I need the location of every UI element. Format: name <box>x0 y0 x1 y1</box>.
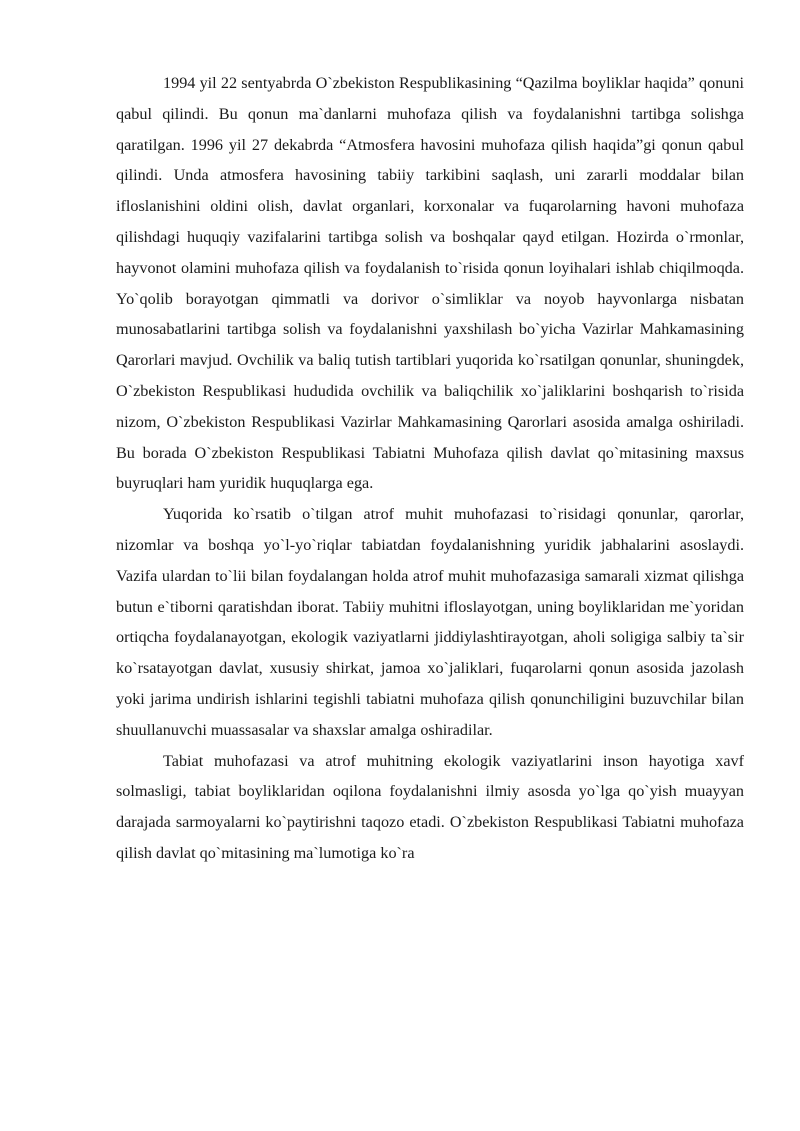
document-page <box>116 68 744 869</box>
paragraph-3: Tabiat muhofazasi va atrof muhitning ekologik vaziyatlarini inson hayotiga xavf solmasligi, tabiat boyliklaridan oqilona foydalanishni ilmiy asosda yo`lga qo`yish muayyan darajada sarmoyalarni ko`paytirishni taqozo etadi. O`zbekiston Respublikasi Tabiatni muhofaza qilish davlat qo`mitasining ma`lumotiga ko`ra <box>116 751 744 862</box>
paragraph-2: Yuqorida ko`rsatib o`tilgan atrof muhit muhofazasi to`risidagi qonunlar, qarorlar, nizomlar va boshqa yo`l-yo`riqlar tabiatdan foydalanishning yuridik jabhalarini asoslaydi. Vazifa ulardan to`lii bilan foydalangan holda atrof muhit muhofazasiga samarali xizmat qilishga butun e`tiborni qaratishdan iborat. Tabiiy muhitni ifloslayotgan, uning boyliklaridan me`yoridan ortiqcha foydalanayotgan, ekologik vaziyatlarni jiddiylashtirayotgan, aholi soligiga salbiy ta`sir ko`rsatayotgan davlat, xususiy shirkat, jamoa xo`jaliklari, fuqarolarni qonun asosida jazolash yoki jarima undirish ishlarini tegishli tabiatni muhofaza qilish qonunchiligini buzuvchilar bilan shuullanuvchi muassasalar va shaxslar amalga oshiradilar. <box>116 505 744 739</box>
paragraph-1: 1994 yil 22 sentyabrda O`zbekiston Respublikasining “Qazilma boyliklar haqida” qonuni qabul qilindi. Bu qonun ma`danlarni muhofaza qilish va foydalanishni tartibga solishga qaratilgan. 1996 yil 27 dekabrda “Atmosfera havosini muhofaza qilish haqida”gi qonun qabul qilindi. Unda atmosfera havosining tabiiy tarkibini saqlash, uni zararli moddalar bilan ifloslanishini oldini olish, davlat organlari, korxonalar va fuqarolarning havoni muhofaza qilishdagi huquqiy vazifalarini tartibga solish va boshqalar qayd etilgan. Hozirda o`rmonlar, hayvonot olamini muhofaza qilish va foydalanish to`risida qonun loyihalari ishlab chiqilmoqda. Yo`qolib borayotgan qimmatli va dorivor o`simliklar va noyob hayvonlarga nisbatan munosabatlarini tartibga solish va foydalanishni yaxshilash bo`yicha Vazirlar Mahkamasining Qarorlari mavjud. Ovchilik va baliq tutish tartiblari yuqorida ko`rsatilgan qonunlar, shuningdek, O`zbekiston Respublikasi hududida ovchilik va baliqchilik xo`jaliklarini boshqarish to`risida nizom, O`zbekiston Respublikasi Vazirlar Mahkamasining Qarorlari asosida amalga oshiriladi. Bu borada O`zbekiston Respublikasi Tabiatni Muhofaza qilish davlat qo`mitasining maxsus buyruqlari ham yuridik huquqlarga ega. <box>116 74 744 493</box>
